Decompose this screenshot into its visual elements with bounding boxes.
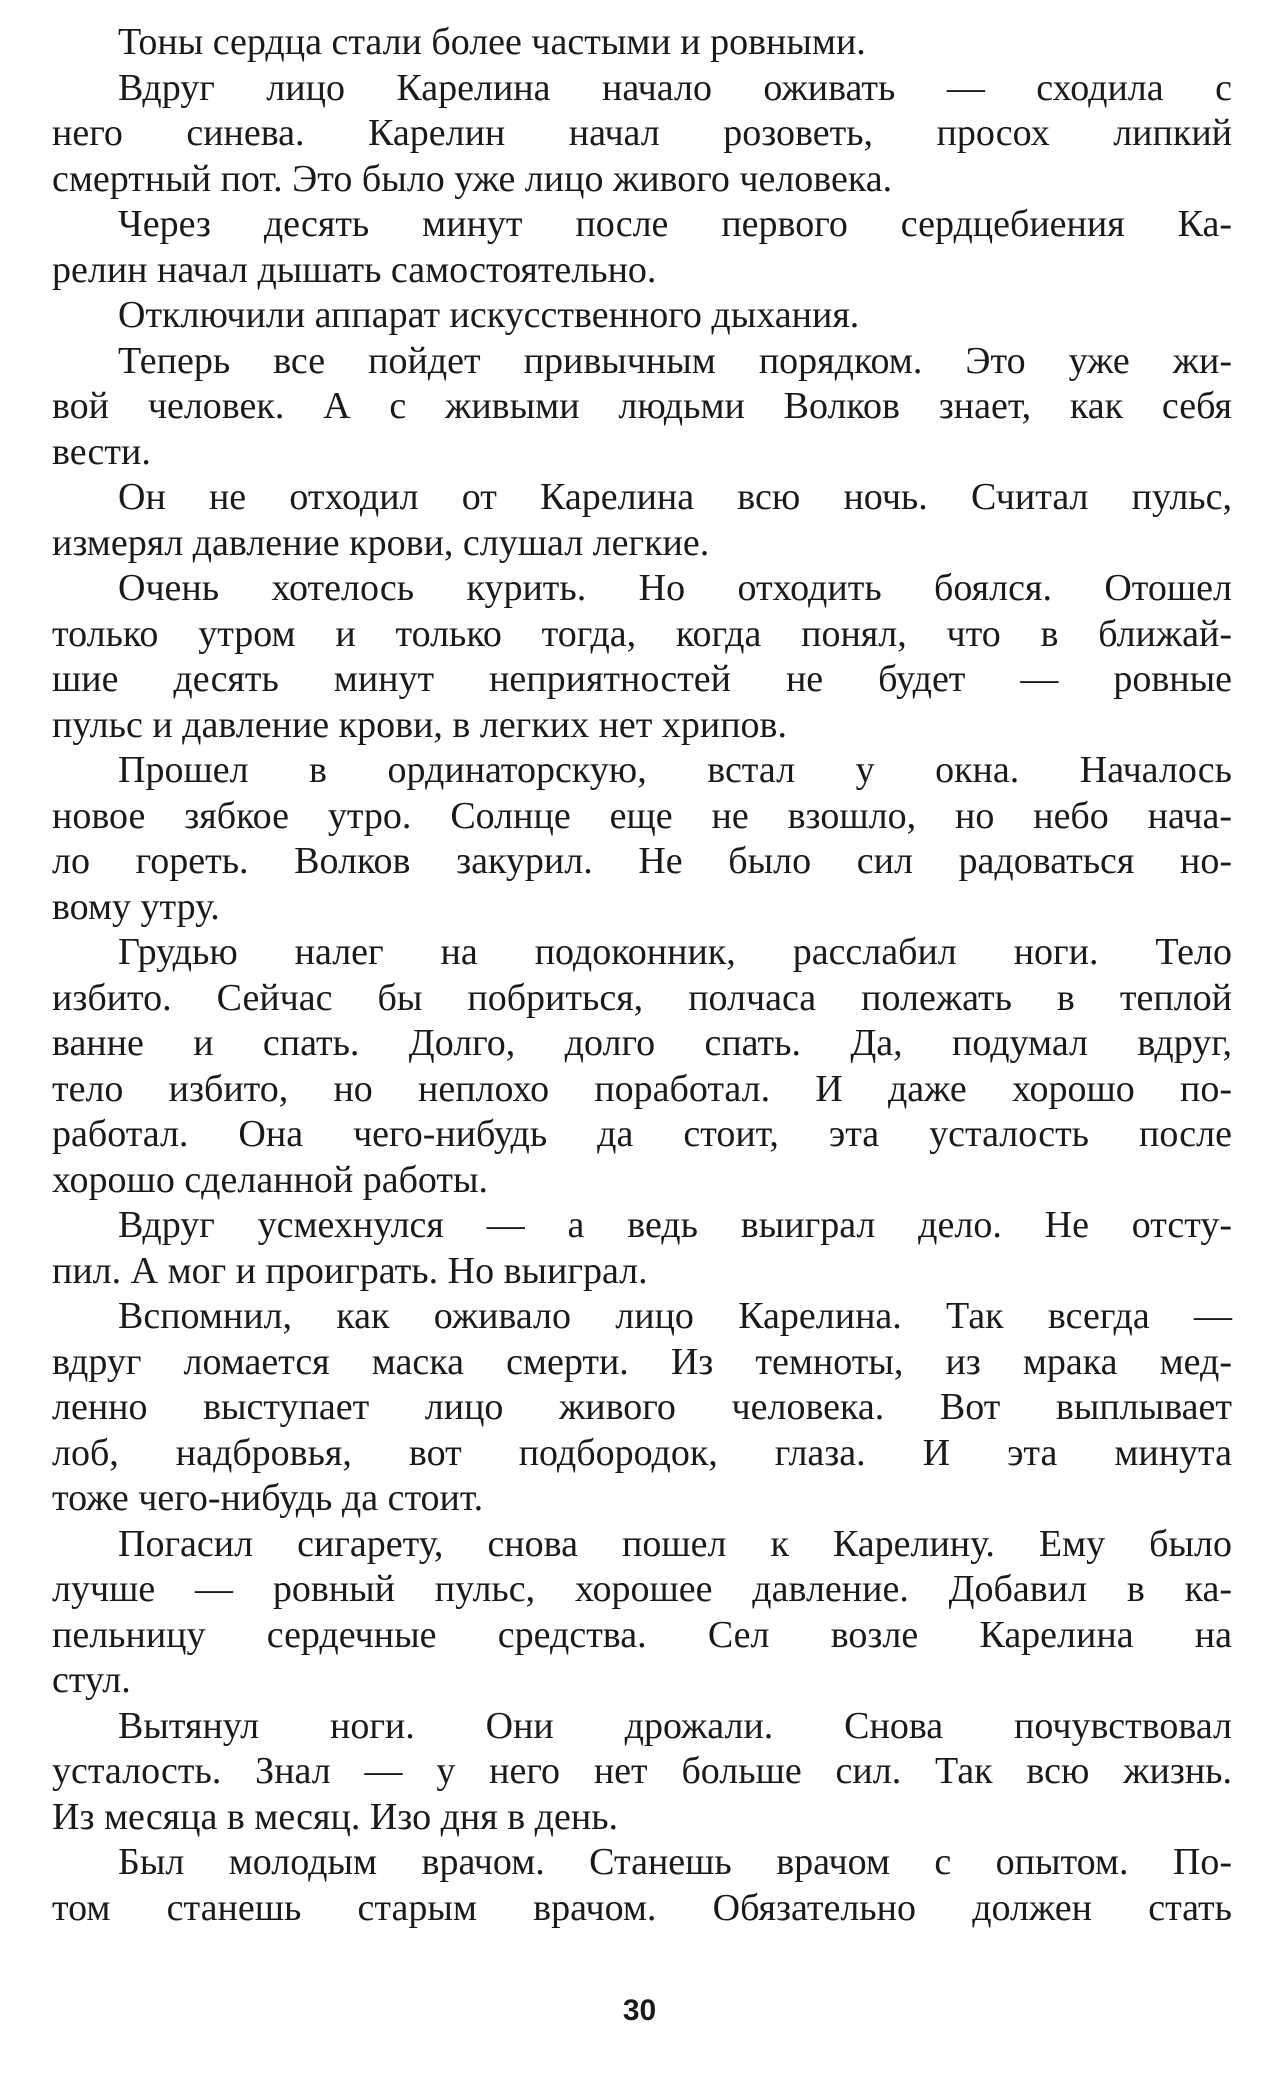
text-line: тело избито, но неплохо поработал. И даже хорошо по- [52,1067,1232,1110]
paragraph [52,748,1232,930]
text-line: ло гореть. Волков закурил. Не было сил радоваться но- [52,840,1232,882]
paragraph [52,1294,1232,1522]
text-line: Теперь все пойдет привычным порядком. Это уже жи- [118,339,1232,382]
paragraph [52,1522,1232,1704]
paragraph [52,566,1232,748]
text-line: Прошел в ординаторскую, встал у окна. Началось [118,749,1232,791]
text-line: вому утру. [52,885,220,928]
paragraph [52,293,1232,339]
text-line: Через десять минут после первого сердцебиения Ка- [118,203,1232,245]
paragraph [52,20,1232,66]
text-line: Вспомнил, как оживало лицо Карелина. Так всегда — [118,1295,1232,1337]
text-body [52,20,1232,1931]
text-line: Из месяца в месяц. Изо дня в день. [52,1795,619,1838]
paragraph [52,202,1232,293]
text-line: него синева. Карелин начал розоветь, просох липкий [52,112,1232,154]
paragraph [52,475,1232,566]
text-line: работал. Она чего-нибудь да стоит, эта усталость после [52,1113,1232,1155]
paragraph [52,930,1232,1203]
paragraph [52,339,1232,476]
text-line: вой человек. А с живыми людьми Волков знает, как себя [52,385,1232,427]
text-line: измерял давление крови, слушал легкие. [52,521,710,564]
text-line: пульс и давление крови, в легких нет хрипов. [52,703,787,746]
text-line: избито. Сейчас бы побриться, полчаса полежать в теплой [52,976,1232,1019]
text-line: вдруг ломается маска смерти. Из темноты, из мрака мед- [52,1340,1232,1383]
paragraph [52,66,1232,203]
text-line: ленно выступает лицо живого человека. Вот выплывает [52,1386,1232,1428]
text-line: смертный пот. Это было уже лицо живого человека. [52,157,893,200]
text-line: усталость. Знал — у него нет больше сил. Так всю жизнь. [52,1750,1232,1792]
text-line: стул. [52,1659,131,1701]
paragraph [52,1704,1232,1841]
paragraph [52,1203,1232,1294]
page-number: 30 [622,1994,657,2027]
text-line: Отключили аппарат искусственного дыхания. [118,294,860,336]
text-line: хорошо сделанной работы. [52,1158,489,1201]
text-line: Был молодым врачом. Станешь врачом с опытом. По- [118,1841,1232,1883]
text-line: релин начал дышать самостоятельно. [52,248,657,291]
book-page [52,20,1232,2060]
paragraph [52,1840,1232,1931]
text-line: тоже чего-нибудь да стоит. [52,1477,484,1519]
text-line: пельницу сердечные средства. Сел возле Карелина на [52,1613,1232,1656]
text-line: пил. А мог и проиграть. Но выиграл. [52,1249,648,1292]
text-line: вести. [52,430,151,473]
text-line: Грудью налег на подоконник, расслабил ноги. Тело [118,931,1232,973]
text-line: ванне и спать. Долго, долго спать. Да, подумал вдруг, [52,1022,1232,1064]
text-line: шие десять минут неприятностей не будет — ровные [52,658,1232,700]
text-line: новое зябкое утро. Солнце еще не взошло, но небо нача- [52,794,1232,837]
text-line: Он не отходил от Карелина всю ночь. Считал пульс, [118,476,1232,518]
text-line: Очень хотелось курить. Но отходить боялся. Отошел [118,567,1232,609]
text-line: Вдруг усмехнулся — а ведь выиграл дело. Не отсту- [118,1204,1232,1246]
text-line: Вытянул ноги. Они дрожали. Снова почувствовал [118,1704,1232,1747]
text-line: Вдруг лицо Карелина начало оживать — сходила с [118,66,1232,109]
text-line: том станешь старым врачом. Обязательно должен стать [52,1886,1232,1929]
text-line: лучше — ровный пульс, хорошее давление. Добавил в ка- [52,1568,1232,1610]
text-line: Погасил сигарету, снова пошел к Карелину. Ему было [118,1522,1232,1565]
text-line: Тоны сердца стали более частыми и ровными. [118,21,866,63]
text-line: лоб, надбровья, вот подбородок, глаза. И эта минута [52,1431,1232,1474]
text-line: только утром и только тогда, когда понял, что в ближай- [52,612,1232,655]
